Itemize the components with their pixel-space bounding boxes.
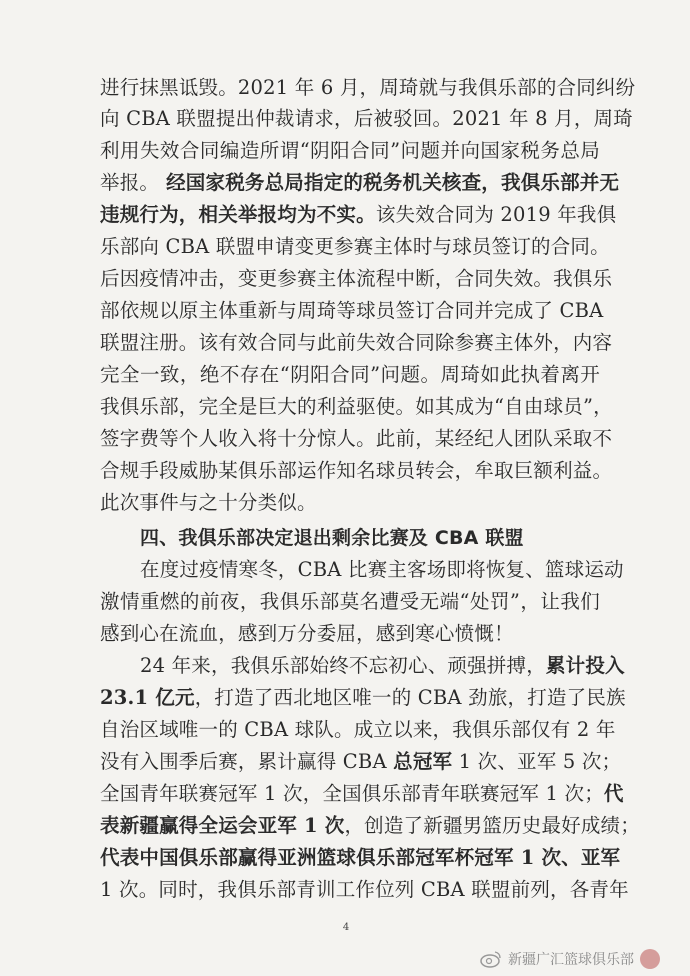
page-number: 4 — [342, 922, 350, 933]
watermark-text: 新疆广汇篮球俱乐部 — [508, 952, 634, 968]
text-line: 向 CBA 联盟提出仲裁请求，后被驳回。2021 年 8 月，周琦 — [100, 107, 633, 130]
text-line: 自治区域唯一的 CBA 球队。成立以来，我俱乐部仅有 2 年 — [100, 718, 616, 741]
text-segment: 举报。 — [100, 171, 160, 194]
text-line: 激情重燃的前夜，我俱乐部莫名遭受无端“处罚”，让我们 — [100, 590, 600, 613]
section-heading: 四、我俱乐部决定退出剩余比赛及 CBA 联盟 — [140, 527, 524, 549]
text-line — [100, 171, 620, 195]
weibo-logo-icon — [480, 950, 502, 968]
text-line: 完全一致，绝不存在“阴阳合同”问题。周琦如此执着离开 — [100, 363, 600, 386]
text-line: 签字费等个人收入将十分惊人。此前，某经纪人团队采取不 — [100, 427, 613, 450]
text-line — [100, 203, 617, 227]
text-line — [100, 686, 626, 710]
bold-text: 经国家税务总局指定的税务机关核查，我俱乐部并无 — [166, 171, 620, 194]
text-segment: 没有入围季后赛，累计赢得 CBA — [100, 750, 394, 773]
bold-text: 累计投入 — [545, 654, 625, 677]
text-line: 感到心在流血，感到万分委屈，感到寒心愤慨！ — [100, 622, 514, 645]
text-line: 进行抹黑诋毁。2021 年 6 月，周琦就与我俱乐部的合同纠纷 — [100, 76, 636, 99]
text-segment: 该失效合同为 2019 年我俱 — [375, 203, 617, 226]
text-line: 联盟注册。该有效合同与此前失效合同除参赛主体外，内容 — [100, 331, 613, 354]
text-segment: 1 次、亚军 5 次； — [452, 750, 622, 773]
text-line — [100, 654, 625, 678]
text-line: 此次事件与之十分类似。 — [100, 491, 317, 514]
bold-text: 表新疆赢得全运会亚军 1 次 — [100, 814, 345, 837]
text-line: 1 次。同时，我俱乐部青训工作位列 CBA 联盟前列，各青年 — [100, 878, 629, 901]
text-line: 代表中国俱乐部赢得亚洲篮球俱乐部冠军杯冠军 1 次、亚军 — [100, 846, 621, 869]
bold-text: 23.1 亿元 — [100, 686, 195, 709]
bold-text: 总冠军 — [393, 750, 453, 773]
text-line: 我俱乐部，完全是巨大的利益驱使。如其成为“自由球员”， — [100, 395, 613, 418]
text-line: 乐部向 CBA 联盟申请变更参赛主体时与球员签订的合同。 — [100, 235, 610, 258]
text-line: 合规手段威胁某俱乐部运作知名球员转会，牟取巨额利益。 — [100, 459, 613, 482]
text-line — [100, 814, 640, 838]
text-line: 后因疫情冲击，变更参赛主体流程中断，合同失效。我俱乐 — [100, 267, 613, 290]
text-segment: 24 年来，我俱乐部始终不忘初心、顽强拼搏， — [140, 654, 546, 677]
text-segment: 全国青年联赛冠军 1 次，全国俱乐部青年联赛冠军 1 次； — [100, 782, 604, 805]
bold-text: 违规行为，相关举报均为不实。 — [100, 203, 376, 226]
bold-text: 代 — [603, 782, 624, 805]
text-segment: ，打造了西北地区唯一的 CBA 劲旅，打造了民族 — [194, 686, 626, 709]
club-logo-icon — [640, 949, 660, 969]
text-segment: ，创造了新疆男篮历史最好成绩； — [344, 814, 640, 837]
weibo-watermark — [480, 944, 690, 974]
text-line — [100, 750, 622, 774]
text-line: 在度过疫情寒冬，CBA 比赛主客场即将恢复、篮球运动 — [140, 558, 624, 581]
text-line: 利用失效合同编造所谓“阴阳合同”问题并向国家税务总局 — [100, 139, 600, 162]
text-line: 部依规以原主体重新与周琦等球员签订合同并完成了 CBA — [100, 299, 604, 322]
text-line — [100, 782, 624, 806]
